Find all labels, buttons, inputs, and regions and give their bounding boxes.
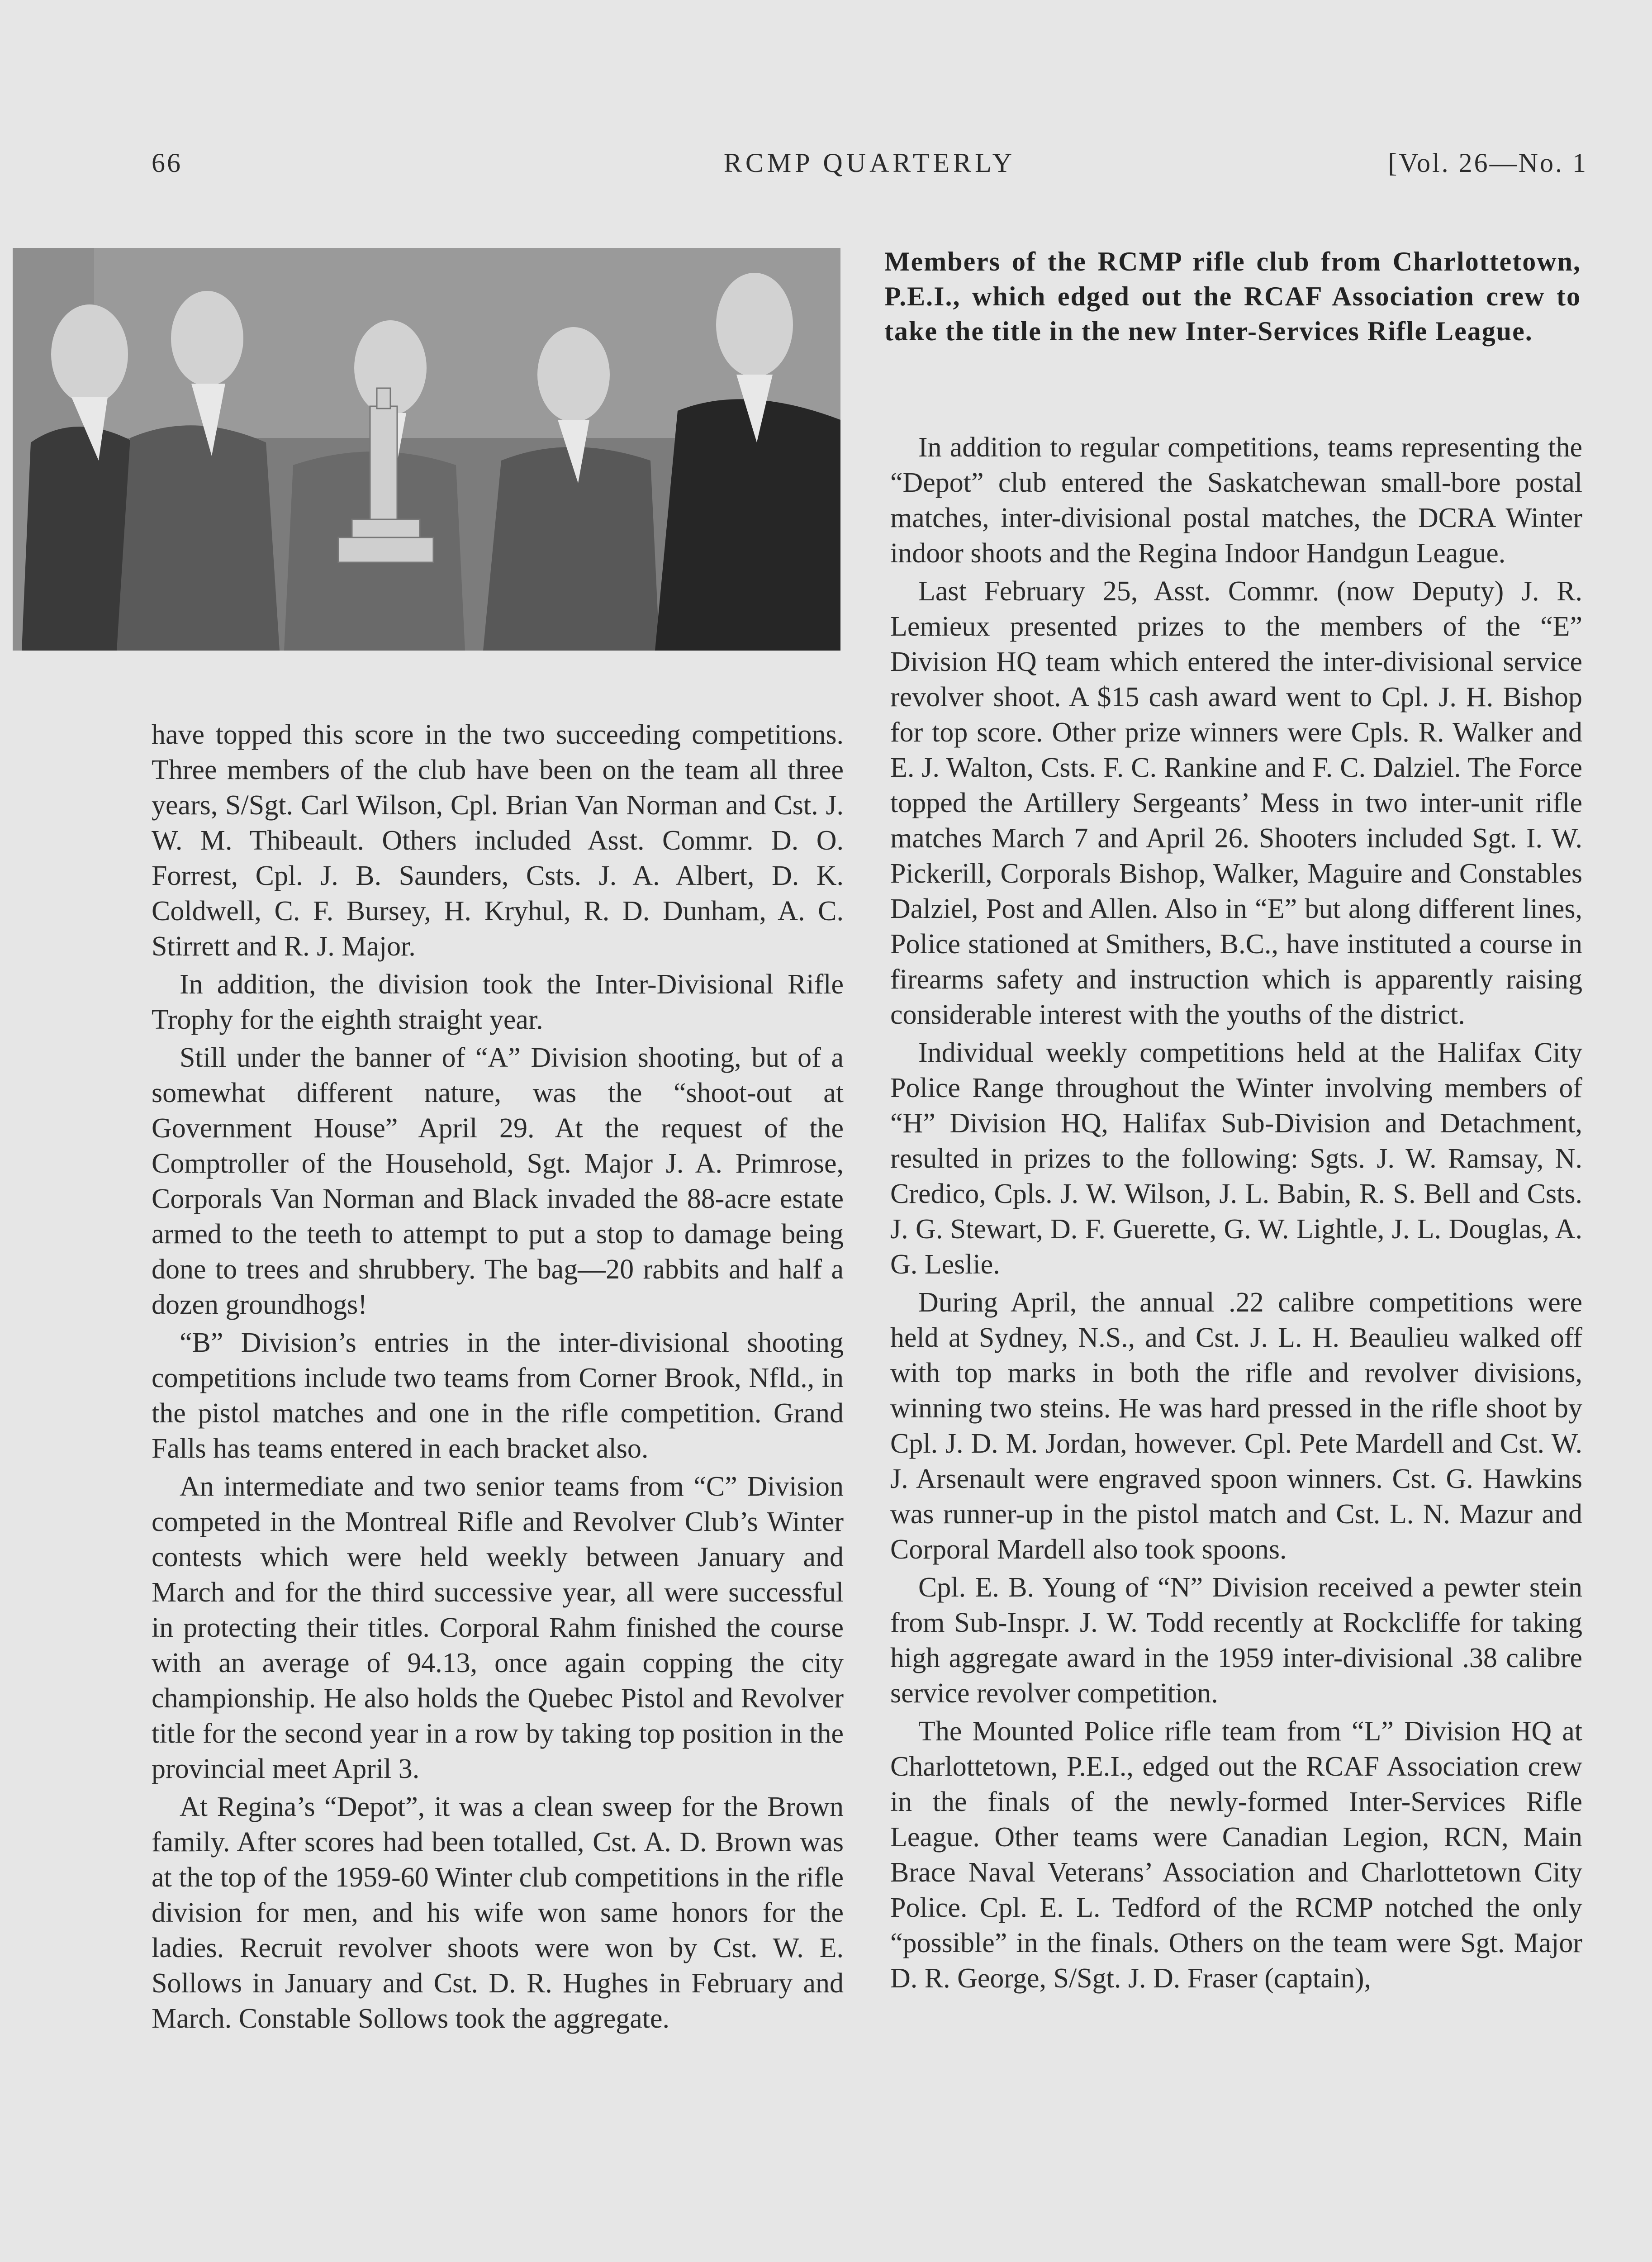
photo-caption: Members of the RCMP rifle club from Charlottetown, P.E.I., which edged out the RCAF Association crew to take the title in the new Inter-Services Rifle League. bbox=[884, 247, 1581, 346]
paragraph: “B” Division’s entries in the inter-divisional shooting competitions include two teams from Corner Brook, Nfld., in the pistol matches and one in the rifle competition. Grand Falls has teams entered in each bracket also. bbox=[152, 1327, 844, 1464]
running-header bbox=[152, 147, 1588, 188]
paragraph: An intermediate and two senior teams from “C” Division competed in the Montreal Rifle and Revolver Club’s Winter contests which were held weekly between January and March and for the third successive year, all were successful in protecting their titles. Corporal Rahm finished the course with an average of 94.13, once again copping the city championship. He also holds the Quebec Pistol and Revolver title for the second year in a row by taking top position in the provincial meet April 3. bbox=[152, 1471, 844, 1784]
paragraph: The Mounted Police rifle team from “L” Division HQ at Charlottetown, P.E.I., edged out the RCAF Association crew in the finals of the newly-formed Inter-Services Rifle League. Other teams were Canadian Legion, RCN, Main Brace Naval Veterans’ Association and Charlottetown City Police. Cpl. E. L. Tedford of the RCMP notched the only “possible” in the finals. Others on the team were Sgt. Major D. R. George, S/Sgt. J. D. Fraser (captain), bbox=[890, 1716, 1582, 1994]
paragraph: Last February 25, Asst. Commr. (now Deputy) J. R. Lemieux presented prizes to the members of the “E” Division HQ team which entered the inter-divisional service revolver shoot. A $15 cash award went to Cpl. J. H. Bishop for top score. Other prize winners were Cpls. R. Walker and E. J. Walton, Csts. F. C. Rankine and F. C. Dalziel. The Force topped the Artillery Sergeants’ Mess in two inter-unit rifle matches March 7 and April 26. Shooters included Sgt. I. W. Pickerill, Corporals Bishop, Walker, Maguire and Constables Dalziel, Post and Allen. Also in “E” but along different lines, Police stationed at Smithers, B.C., have instituted a course in firearms safety and instruction which is apparently raising considerable interest with the youths of the district. bbox=[890, 576, 1582, 1030]
right-column bbox=[890, 430, 1582, 1996]
paragraph: During April, the annual .22 calibre competitions were held at Sydney, N.S., and Cst. J. L. H. Beaulieu walked off with top marks in both the rifle and revolver divisions, winning two steins. He was hard pressed in the rifle shoot by Cpl. J. D. M. Jordan, however. Cpl. Pete Mardell and Cst. W. J. Arsenault were engraved spoon winners. Cst. G. Hawkins was runner-up in the pistol match and Cst. L. N. Mazur and Corporal Mardell also took spoons. bbox=[890, 1287, 1582, 1565]
paragraph: Still under the banner of “A” Division shooting, but of a somewhat different nature, was the “shoot-out at Government House” April 29. At the request of the Comptroller of the Household, Sgt. Major J. A. Primrose, Corporals Van Norman and Black invaded the 88-acre estate armed to the teeth to attempt to put a stop to damage being done to trees and shrubbery. The bag—20 rabbits and half a dozen groundhogs! bbox=[152, 1042, 844, 1320]
paragraph: Individual weekly competitions held at the Halifax City Police Range throughout the Winter involving members of “H” Division HQ, Halifax Sub-Division and Detachment, resulted in prizes to the following: Sgts. J. W. Ramsay, N. Credico, Cpls. J. W. Wilson, J. L. Babin, R. S. Bell and Csts. J. G. Stewart, D. F. Guerette, G. W. Lightle, J. L. Douglas, A. G. Leslie. bbox=[890, 1037, 1582, 1280]
left-column bbox=[152, 717, 844, 2036]
paragraph: At Regina’s “Depot”, it was a clean sweep for the Brown family. After scores had been totalled, Cst. A. D. Brown was at the top of the 1959-60 Winter club competitions in the rifle division for men, and his wife won same honors for the ladies. Recruit revolver shoots were won by Cst. W. E. Sollows in January and Cst. D. R. Hughes in February and March. Constable Sollows took the aggregate. bbox=[152, 1792, 844, 2034]
paragraph: Cpl. E. B. Young of “N” Division received a pewter stein from Sub-Inspr. J. W. Todd recently at Rockcliffe for taking high aggregate award in the 1959 inter-divisional .38 calibre service revolver competition. bbox=[890, 1572, 1582, 1709]
paragraph: In addition, the division took the Inter-Divisional Rifle Trophy for the eighth straight year. bbox=[152, 969, 844, 1035]
group-photo bbox=[13, 248, 840, 651]
paragraph: have topped this score in the two succeeding competitions. Three members of the club have been on the team all three years, S/Sgt. Carl Wilson, Cpl. Brian Van Norman and Cst. J. W. M. Thibeault. Others included Asst. Commr. D. O. Forrest, Cpl. J. B. Saunders, Csts. J. A. Albert, D. K. Coldwell, C. F. Bursey, H. Kryhul, R. D. Dunham, A. C. Stirrett and R. J. Major. bbox=[152, 719, 844, 962]
volume-issue: [Vol. 26—No. 1 bbox=[1388, 148, 1588, 178]
group-photo-trophy-icon bbox=[13, 248, 840, 651]
journal-title: RCMP QUARTERLY bbox=[723, 148, 1016, 178]
paragraph: In addition to regular competitions, teams representing the “Depot” club entered the Saskatchewan small-bore postal matches, inter-divisional postal matches, the DCRA Winter indoor shoots and the Regina Indoor Handgun League. bbox=[890, 432, 1582, 569]
page-number: 66 bbox=[152, 148, 182, 178]
